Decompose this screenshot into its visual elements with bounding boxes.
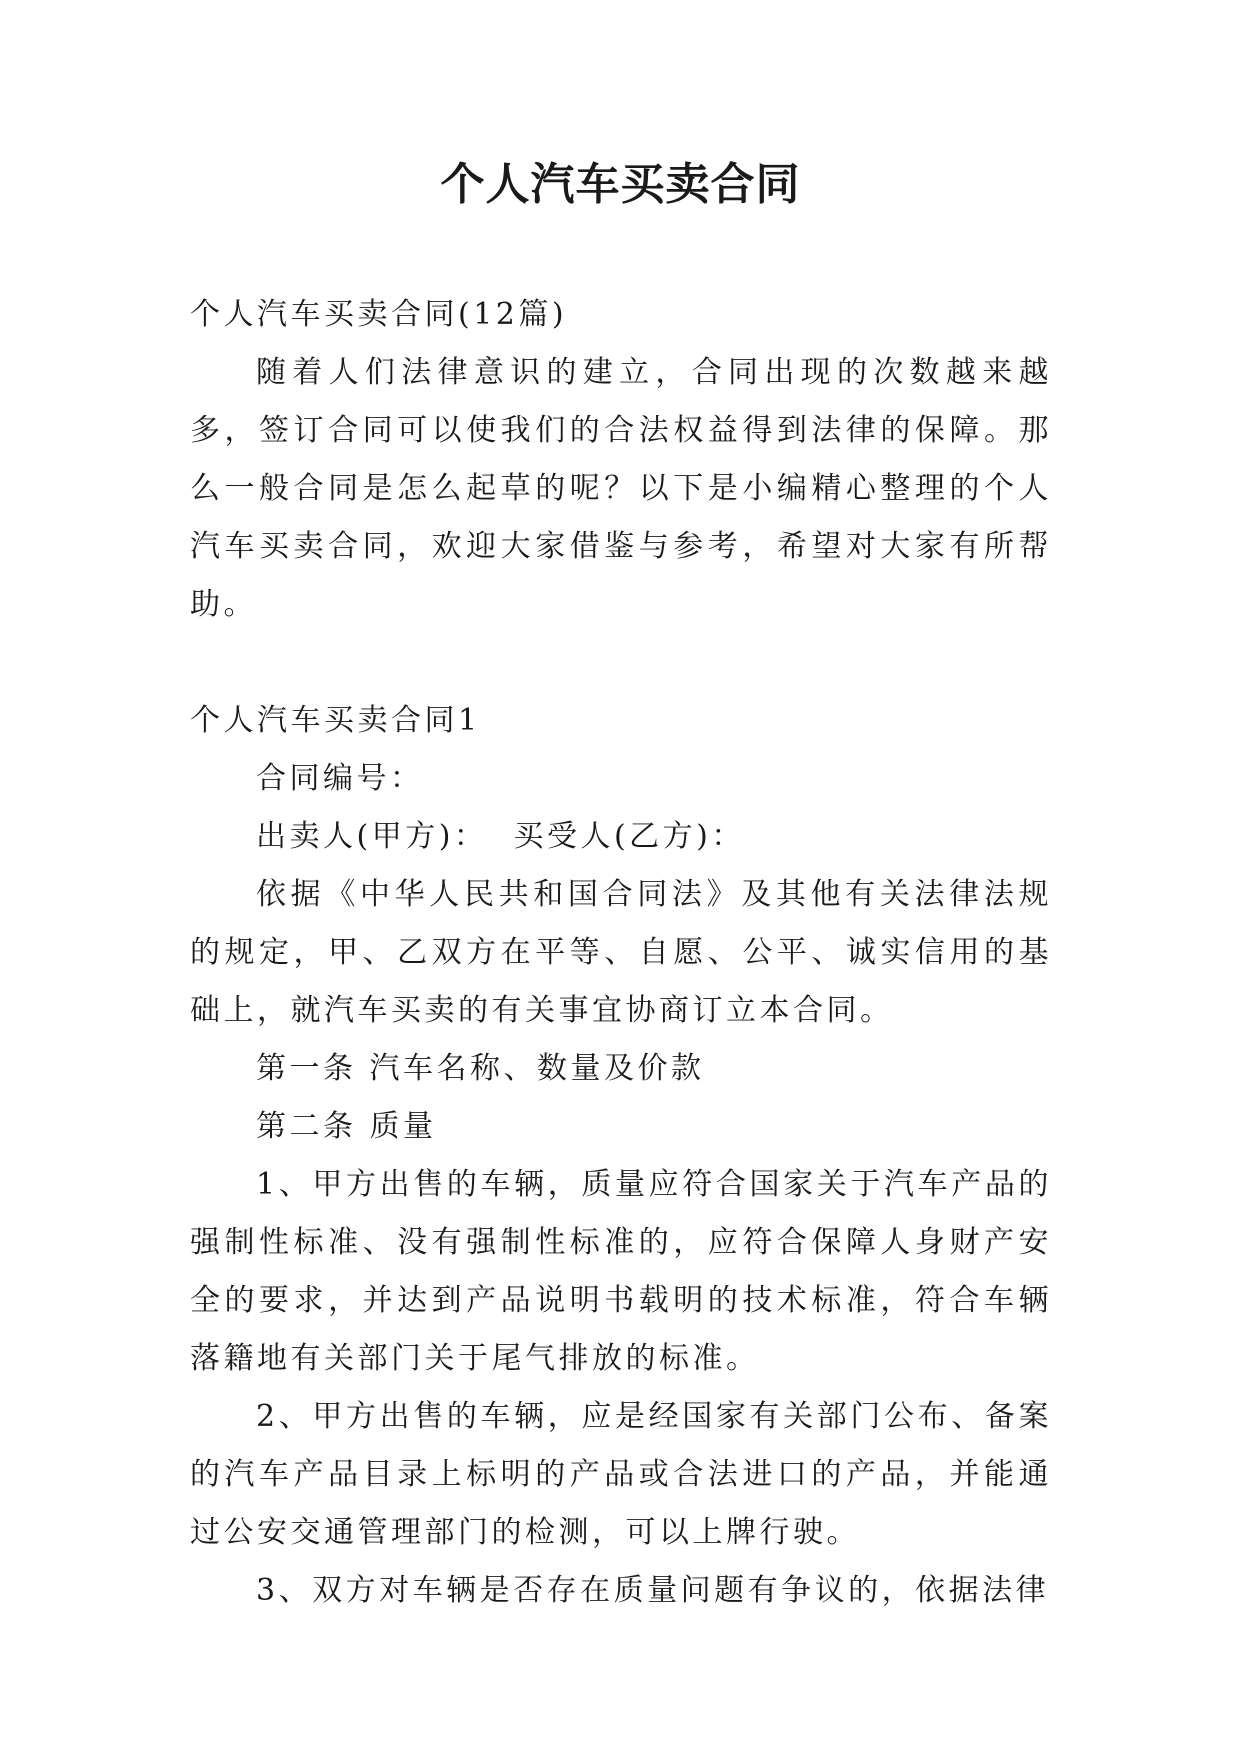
basis-paragraph: 依据《中华人民共和国合同法》及其他有关法律法规的规定，甲、乙双方在平等、自愿、公平、诚实信用的基础上，就汽车买卖的有关事宜协商订立本合同。 bbox=[190, 877, 1052, 1028]
clause-1-paragraph: 1、甲方出售的车辆，质量应符合国家关于汽车产品的强制性标准、没有强制性标准的，应符合保障人身财产安全的要求，并达到产品说明书载明的技术标准，符合车辆落籍地有关部门关于尾气排放的标准。 bbox=[190, 1167, 1052, 1376]
article-2-heading: 第二条 质量 bbox=[256, 1109, 437, 1144]
clause-3-paragraph: 3、双方对车辆是否存在质量问题有争议的，依据法律 bbox=[256, 1573, 1050, 1608]
document-subtitle: 个人汽车买卖合同(12篇) bbox=[190, 297, 568, 332]
contract-number-line: 合同编号： bbox=[256, 761, 424, 796]
section-spacer bbox=[190, 634, 1052, 692]
document-title: 个人汽车买卖合同 bbox=[440, 159, 801, 210]
section-heading: 个人汽车买卖合同1 bbox=[190, 703, 481, 738]
document-body bbox=[190, 286, 1052, 1620]
intro-paragraph: 随着人们法律意识的建立，合同出现的次数越来越多，签订合同可以使我们的合法权益得到法律的保障。那么一般合同是怎么起草的呢？以下是小编精心整理的个人汽车买卖合同，欢迎大家借鉴与参考，希望对大家有所帮助。 bbox=[190, 355, 1052, 622]
article-1-heading: 第一条 汽车名称、数量及价款 bbox=[256, 1051, 705, 1086]
clause-2-paragraph: 2、甲方出售的车辆，应是经国家有关部门公布、备案的汽车产品目录上标明的产品或合法进口的产品，并能通过公安交通管理部门的检测，可以上牌行驶。 bbox=[190, 1399, 1052, 1550]
parties-line: 出卖人(甲方)： 买受人(乙方)： bbox=[256, 819, 745, 854]
